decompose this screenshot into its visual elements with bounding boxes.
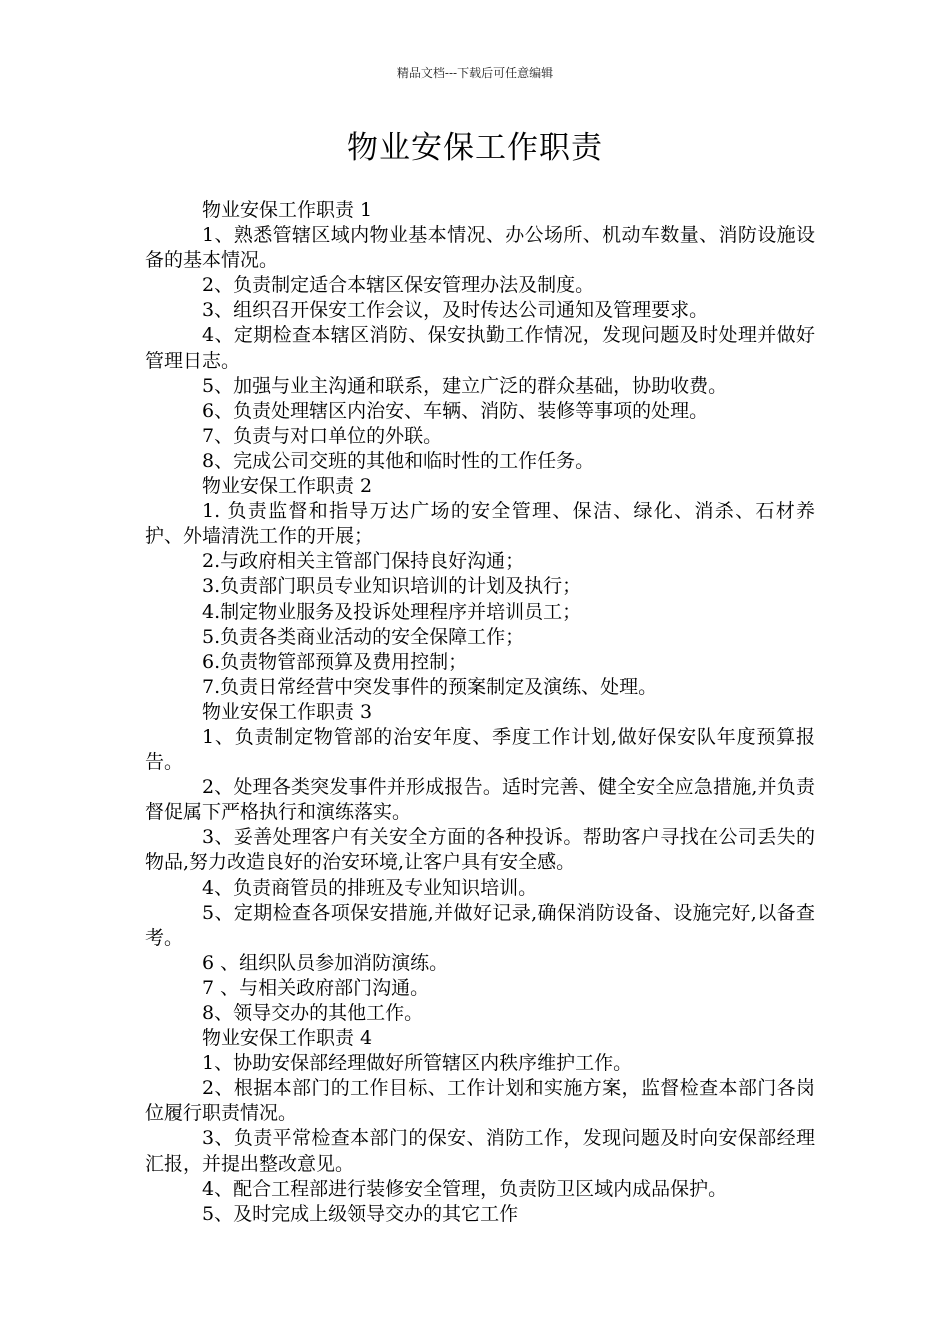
paragraph: 3、负责平常检查本部门的保安、消防工作，发现问题及时向安保部经理汇报，并提出整改意见。 xyxy=(145,1127,815,1175)
section-heading-2: 物业安保工作职责 2 xyxy=(202,475,373,498)
paragraph: 3、组织召开保安工作会议，及时传达公司通知及管理要求。 xyxy=(202,299,709,322)
paragraph: 5、定期检查各项保安措施,并做好记录,确保消防设备、设施完好,以备查考。 xyxy=(145,901,815,949)
paragraph: 6、负责处理辖区内治安、车辆、消防、装修等事项的处理。 xyxy=(202,399,709,422)
section-heading-1: 物业安保工作职责 1 xyxy=(202,199,373,221)
paragraph: 4.制定物业服务及投诉处理程序并培训员工； xyxy=(202,600,582,623)
document-title: 物业安保工作职责 xyxy=(347,130,603,166)
paragraph: 8、领导交办的其他工作。 xyxy=(202,1002,424,1024)
paragraph: 1、负责制定物管部的治安年度、季度工作计划,做好保安队年度预算报告。 xyxy=(145,725,815,774)
paragraph: 5、及时完成上级领导交办的其它工作 xyxy=(202,1202,519,1225)
paragraph: 7.负责日常经营中突发事件的预案制定及演练、处理。 xyxy=(202,675,658,698)
paragraph: 1. 负责监督和指导万达广场的安全管理、保洁、绿化、消杀、石材养护、外墙清洗工作的开展； xyxy=(145,500,815,548)
paragraph: 4、定期检查本辖区消防、保安执勤工作情况，发现问题及时处理并做好管理日志。 xyxy=(145,324,815,372)
paragraph: 7 、与相关政府部门沟通。 xyxy=(202,976,430,999)
paragraph: 2.与政府相关主管部门保持良好沟通； xyxy=(202,550,525,573)
paragraph: 2、根据本部门的工作目标、工作计划和实施方案，监督检查本部门各岗位履行职责情况。 xyxy=(145,1077,815,1125)
section-heading-3: 物业安保工作职责 3 xyxy=(202,700,373,723)
paragraph: 2、处理各类突发事件并形成报告。适时完善、健全安全应急措施,并负责督促属下严格执行和演练落实。 xyxy=(145,776,815,824)
paragraph: 1、熟悉管辖区域内物业基本情况、办公场所、机动车数量、消防设施设备的基本情况。 xyxy=(145,224,815,272)
paragraph: 5.负责各类商业活动的安全保障工作； xyxy=(202,625,525,648)
section-heading-4: 物业安保工作职责 4 xyxy=(202,1027,373,1050)
paragraph: 6.负责物管部预算及费用控制； xyxy=(202,650,468,673)
paragraph: 6 、组织队员参加消防演练。 xyxy=(202,951,449,974)
header-note: 精品文档---下载后可任意编辑 xyxy=(396,66,554,80)
paragraph: 5、加强与业主沟通和联系，建立广泛的群众基础，协助收费。 xyxy=(202,374,728,397)
paragraph: 1、协助安保部经理做好所管辖区内秩序维护工作。 xyxy=(202,1052,633,1075)
paragraph: 4、配合工程部进行装修安全管理，负责防卫区域内成品保护。 xyxy=(202,1177,728,1200)
paragraph: 8、完成公司交班的其他和临时性的工作任务。 xyxy=(202,449,595,472)
paragraph: 3、妥善处理客户有关安全方面的各种投诉。帮助客户寻找在公司丢失的物品,努力改造良好的治安环境,让客户具有安全感。 xyxy=(145,826,815,874)
paragraph: 7、负责与对口单位的外联。 xyxy=(202,424,443,447)
document-body xyxy=(145,198,815,1227)
paragraph: 2、负责制定适合本辖区保安管理办法及制度。 xyxy=(202,274,595,297)
paragraph: 3.负责部门职员专业知识培训的计划及执行； xyxy=(202,575,582,598)
paragraph: 4、负责商管员的排班及专业知识培训。 xyxy=(202,876,538,899)
